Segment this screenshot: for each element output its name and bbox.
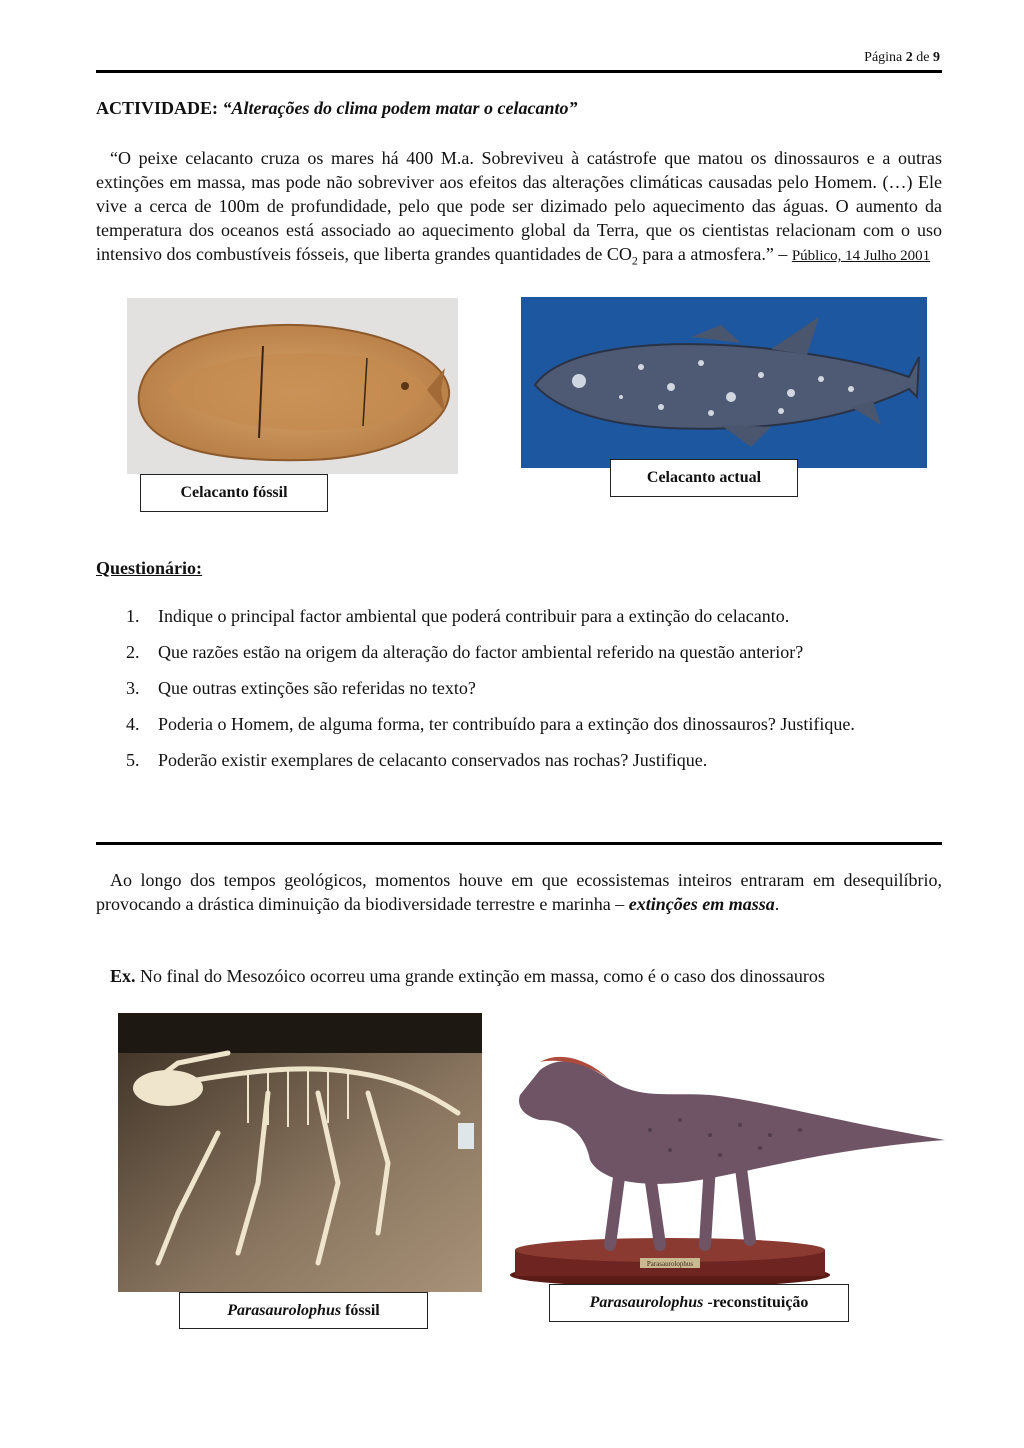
dino-fossil-drawing	[118, 1013, 482, 1292]
living-coelacanth-image	[521, 297, 927, 468]
question-item: 2. Que razões estão na origem da alteração do factor ambiental referido na questão anterior?	[126, 642, 804, 662]
dino-model-drawing	[500, 1040, 946, 1285]
question-item: 1. Indique o principal factor ambiental que poderá contribuir para a extinção do celacanto.	[126, 606, 790, 626]
fossil-coelacanth-drawing	[127, 298, 458, 474]
question-item: 4. Poderia o Homem, de alguma forma, ter contribuído para a extinção dos dinossauros? Justifique.	[126, 714, 855, 734]
section-rule	[96, 842, 942, 845]
dino-fossil-image	[118, 1013, 482, 1292]
plaque-text: Parasaurolophus	[646, 1260, 694, 1268]
dino-fossil-caption: Parasaurolophus fóssil	[179, 1292, 428, 1329]
question-item: 5. Poderão existir exemplares de celacanto conservados nas rochas? Justifique.	[126, 750, 708, 770]
fossil-coelacanth-caption: Celacanto fóssil	[140, 474, 328, 512]
dino-model-caption: Parasaurolophus -reconstituição	[549, 1284, 849, 1322]
header-rule	[96, 70, 942, 73]
quote-paragraph: “O peixe celacanto cruza os mares há 400 M.a. Sobreviveu à catástrofe que matou os dinossauros e a outras extinções em massa, mas pode não sobreviver aos efeitos das alterações climáticas causadas pelo Homem. (…) Ele vive a cerca de 100m de profundidade, pelo que pode ser dizimado pelo aquecimento das águas. O aumento da temperatura dos oceanos está associado ao aquecimento global da Terra, que os cientistas relacionam com o uso intensivo dos combustíveis fósseis, que liberta grandes quantidades de $CO_2$ para a atmosfera.” – Público, 14 Julho 2001	[96, 148, 942, 268]
question-item: 3. Que outras extinções são referidas no texto?	[126, 678, 476, 698]
dino-model-image	[500, 1040, 946, 1285]
questionnaire-heading: Questionário:	[96, 558, 203, 578]
activity-title: ACTIVIDADE: “Alterações do clima podem matar o celacanto”	[96, 98, 578, 118]
mass-extinction-paragraph: Ao longo dos tempos geológicos, momentos houve em que ecossistemas inteiros entraram em desequilíbrio, provocando a drástica diminuição da biodiversidade terrestre e marinha – extinções em massa.	[96, 870, 942, 914]
question-list	[126, 598, 942, 778]
living-coelacanth-drawing	[521, 297, 927, 468]
source-citation: Público, 14 Julho 2001	[791, 248, 931, 264]
living-coelacanth-caption: Celacanto actual	[610, 459, 798, 497]
page-number: Página 2 de 9	[864, 50, 940, 65]
fossil-coelacanth-image	[127, 298, 458, 474]
example-paragraph: Ex. No final do Mesozóico ocorreu uma grande extinção em massa, como é o caso dos dinossauros	[110, 966, 825, 986]
